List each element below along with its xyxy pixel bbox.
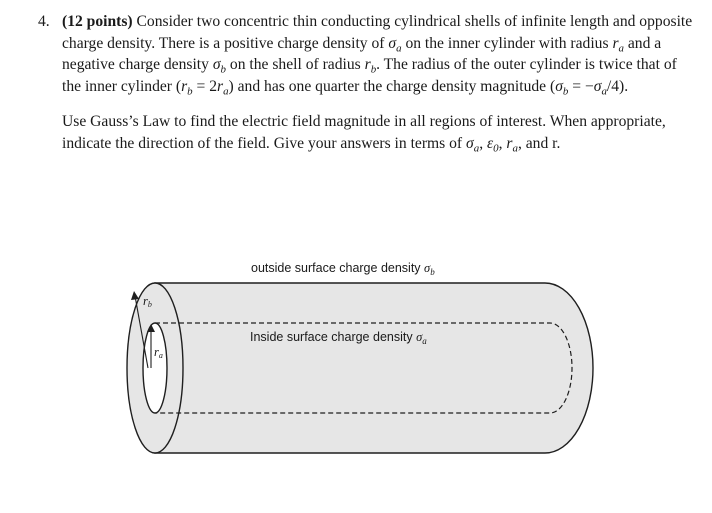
r-a: $r_a$ xyxy=(612,34,624,54)
statement-part: ) and has one quarter the charge density magnitude ( xyxy=(228,77,556,95)
outside-surface-label: outside surface charge density $\sigma_b$ xyxy=(251,261,435,277)
statement-part: on the shell of radius xyxy=(229,56,361,74)
sigma-a-eq: $\sigma_a$ xyxy=(593,77,607,98)
task-sigma-a: $\sigma_a$ xyxy=(466,134,480,155)
statement-part: ). xyxy=(619,77,629,95)
ra-label: ra xyxy=(154,345,163,360)
task-epsilon0: $\varepsilon_0$ xyxy=(487,134,499,155)
statement-part: and a negative charge density xyxy=(62,34,662,74)
task-r-a: $r_a$ xyxy=(506,134,518,155)
statement-part: Consider two concentric thin conducting cylindrical shells of infinite length and opposite charge density. There is a positive charge density of xyxy=(62,13,693,52)
task-part: , xyxy=(479,134,484,152)
r-b-eq: $r_b$ xyxy=(181,77,193,98)
outer-cylinder-body xyxy=(155,283,593,453)
equation-part: /4 xyxy=(606,77,620,95)
r-b: $r_b$ xyxy=(364,56,377,76)
sigma-a: $\sigma_a$ xyxy=(388,34,402,54)
r-a-eq: $r_a$ xyxy=(217,77,229,98)
rb-label: rb xyxy=(143,294,152,309)
statement-part: . The radius of the outer cylinder is twice that of the inner cylinder ( xyxy=(62,56,677,95)
rb-arrowhead xyxy=(131,291,139,300)
equation-part: = − xyxy=(572,77,594,95)
task-part: Use Gauss’s Law to find the electric field magnitude in all regions of interest. When appropriate, indicate the direction of the field. Give your answers in terms of xyxy=(62,113,666,152)
equation-part: = 2 xyxy=(196,77,218,95)
task-part: r. xyxy=(552,134,561,152)
inner-cylinder-end xyxy=(143,323,167,413)
problem-points: (12 points) xyxy=(62,13,133,30)
inside-surface-label: Inside surface charge density $\sigma_a$ xyxy=(250,330,427,346)
sigma-b: $\sigma_b$ xyxy=(212,56,226,76)
task-part: , xyxy=(498,134,503,152)
sigma-b-eq: $\sigma_b$ xyxy=(555,77,569,98)
statement-part: on the inner cylinder with radius xyxy=(405,34,609,52)
problem-number: 4. xyxy=(38,13,50,30)
task-part: , and xyxy=(517,134,549,152)
